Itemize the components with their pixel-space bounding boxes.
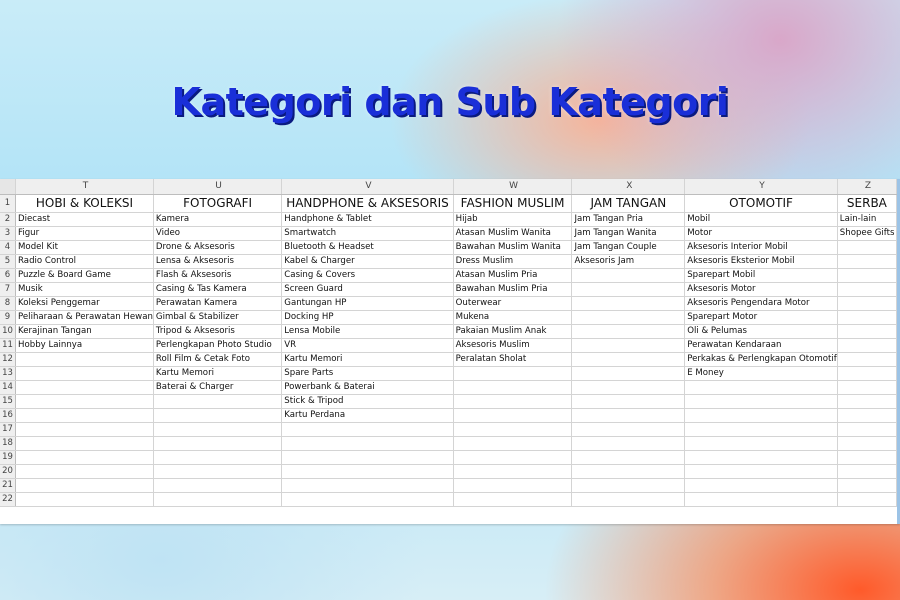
cell[interactable] (16, 465, 154, 479)
cell[interactable] (282, 437, 453, 451)
spreadsheet-grid[interactable] (0, 179, 897, 507)
table-row (0, 409, 897, 423)
cell[interactable] (685, 395, 838, 409)
table-row (0, 241, 897, 255)
cell[interactable] (685, 493, 838, 507)
table-row (0, 465, 897, 479)
cell[interactable] (685, 479, 838, 493)
cell[interactable] (453, 465, 572, 479)
cell[interactable]: Lain-lain (837, 213, 896, 227)
cell[interactable]: Roll Film & Cetak Foto (153, 353, 281, 367)
cell[interactable]: Handphone & Tablet (282, 213, 453, 227)
cell[interactable]: Bawahan Muslim Wanita (453, 241, 572, 255)
table-row (0, 395, 897, 409)
cell[interactable]: Lensa & Aksesoris (153, 255, 281, 269)
column-header-z[interactable]: Z (837, 179, 896, 195)
cell[interactable]: Kartu Memori (282, 353, 453, 367)
table-row (0, 283, 897, 297)
cell[interactable] (572, 311, 685, 325)
cell[interactable]: Atasan Muslim Pria (453, 269, 572, 283)
table-row (0, 437, 897, 451)
cell[interactable]: Sparepart Motor (685, 311, 838, 325)
row-header[interactable]: 17 (0, 423, 16, 437)
cell[interactable] (282, 451, 453, 465)
row-header[interactable]: 5 (0, 255, 16, 269)
row-header[interactable]: 9 (0, 311, 16, 325)
category-header-cell[interactable]: OTOMOTIF (685, 195, 838, 213)
category-header-cell[interactable]: FASHION MUSLIM (453, 195, 572, 213)
cell[interactable]: Casing & Covers (282, 269, 453, 283)
cell[interactable]: Kartu Memori (153, 367, 281, 381)
cell[interactable]: Shopee Gifts (837, 227, 896, 241)
cell[interactable]: Peralatan Sholat (453, 353, 572, 367)
cell[interactable]: Baterai & Charger (153, 381, 281, 395)
cell[interactable] (572, 283, 685, 297)
row-header[interactable]: 11 (0, 339, 16, 353)
cell[interactable] (453, 423, 572, 437)
cell[interactable] (837, 423, 896, 437)
category-header-cell[interactable]: HANDPHONE & AKSESORIS (282, 195, 453, 213)
cell[interactable] (453, 451, 572, 465)
cell[interactable] (685, 451, 838, 465)
category-header-cell[interactable]: SERBA (837, 195, 896, 213)
cell[interactable] (153, 409, 281, 423)
cell[interactable]: Tripod & Aksesoris (153, 325, 281, 339)
table-row (0, 367, 897, 381)
cell[interactable] (685, 423, 838, 437)
cell[interactable] (572, 353, 685, 367)
cell[interactable]: Gantungan HP (282, 297, 453, 311)
cell[interactable] (282, 479, 453, 493)
cell[interactable]: Aksesoris Jam (572, 255, 685, 269)
cell[interactable] (572, 269, 685, 283)
cell[interactable] (572, 395, 685, 409)
cell[interactable]: Figur (16, 227, 154, 241)
cell[interactable] (572, 437, 685, 451)
cell[interactable]: Gimbal & Stabilizer (153, 311, 281, 325)
row-header[interactable]: 6 (0, 269, 16, 283)
cell[interactable]: Kerajinan Tangan (16, 325, 154, 339)
row-header[interactable]: 3 (0, 227, 16, 241)
cell[interactable] (837, 269, 896, 283)
cell[interactable]: Perawatan Kendaraan (685, 339, 838, 353)
cell[interactable] (837, 325, 896, 339)
cell[interactable]: Atasan Muslim Wanita (453, 227, 572, 241)
cell[interactable]: Diecast (16, 213, 154, 227)
cell[interactable] (16, 395, 154, 409)
cell[interactable]: Aksesoris Motor (685, 283, 838, 297)
cell[interactable]: Peliharaan & Perawatan Hewan (16, 311, 154, 325)
cell[interactable]: Spare Parts (282, 367, 453, 381)
cell[interactable] (837, 297, 896, 311)
cell[interactable]: Bawahan Muslim Pria (453, 283, 572, 297)
row-header[interactable]: 22 (0, 493, 16, 507)
cell[interactable] (572, 493, 685, 507)
select-all-corner[interactable] (0, 179, 16, 195)
cell[interactable] (16, 451, 154, 465)
cell[interactable] (453, 479, 572, 493)
cell[interactable] (572, 297, 685, 311)
cell[interactable] (572, 367, 685, 381)
table-row (0, 479, 897, 493)
cell[interactable]: Powerbank & Baterai (282, 381, 453, 395)
table-row (0, 493, 897, 507)
cell[interactable] (837, 409, 896, 423)
cell[interactable]: Drone & Aksesoris (153, 241, 281, 255)
cell[interactable] (572, 451, 685, 465)
cell[interactable] (16, 367, 154, 381)
cell[interactable] (16, 493, 154, 507)
cell[interactable] (837, 451, 896, 465)
cell[interactable] (572, 465, 685, 479)
row-header[interactable]: 19 (0, 451, 16, 465)
row-header[interactable]: 13 (0, 367, 16, 381)
cell[interactable] (837, 283, 896, 297)
cell[interactable]: Perlengkapan Photo Studio (153, 339, 281, 353)
cell[interactable] (572, 339, 685, 353)
cell[interactable]: Flash & Aksesoris (153, 269, 281, 283)
page-title: Kategori dan Sub Kategori (171, 80, 729, 124)
cell[interactable] (16, 353, 154, 367)
category-header-cell[interactable]: FOTOGRAFI (153, 195, 281, 213)
row-header[interactable]: 21 (0, 479, 16, 493)
column-header-t[interactable]: T (16, 179, 154, 195)
cell[interactable]: Kabel & Charger (282, 255, 453, 269)
table-row (0, 339, 897, 353)
cell[interactable]: Hijab (453, 213, 572, 227)
table-row (0, 213, 897, 227)
row-header[interactable]: 2 (0, 213, 16, 227)
cell[interactable]: Jam Tangan Couple (572, 241, 685, 255)
cell[interactable] (837, 381, 896, 395)
cell[interactable] (453, 395, 572, 409)
cell[interactable] (837, 255, 896, 269)
row-header[interactable]: 7 (0, 283, 16, 297)
table-row (0, 255, 897, 269)
cell[interactable] (153, 437, 281, 451)
cell[interactable] (572, 479, 685, 493)
table-row (0, 423, 897, 437)
cell[interactable]: Mobil (685, 213, 838, 227)
row-header[interactable]: 16 (0, 409, 16, 423)
cell[interactable]: Jam Tangan Pria (572, 213, 685, 227)
cell[interactable]: Motor (685, 227, 838, 241)
cell[interactable] (685, 409, 838, 423)
cell[interactable] (16, 381, 154, 395)
cell[interactable] (453, 493, 572, 507)
cell[interactable]: Kartu Perdana (282, 409, 453, 423)
cell[interactable] (837, 339, 896, 353)
row-header[interactable]: 8 (0, 297, 16, 311)
cell[interactable] (572, 325, 685, 339)
column-header-v[interactable]: V (282, 179, 453, 195)
cell[interactable]: Mukena (453, 311, 572, 325)
cell[interactable]: Perkakas & Perlengkapan Otomotif (685, 353, 838, 367)
cell[interactable] (153, 479, 281, 493)
cell[interactable] (837, 311, 896, 325)
table-row (0, 353, 897, 367)
cell[interactable]: Kamera (153, 213, 281, 227)
cell[interactable] (282, 423, 453, 437)
row-header[interactable]: 18 (0, 437, 16, 451)
cell[interactable]: Casing & Tas Kamera (153, 283, 281, 297)
cell[interactable]: Docking HP (282, 311, 453, 325)
row-header[interactable]: 12 (0, 353, 16, 367)
row-header[interactable]: 20 (0, 465, 16, 479)
cell[interactable]: Aksesoris Muslim (453, 339, 572, 353)
cell[interactable] (153, 451, 281, 465)
cell[interactable] (453, 409, 572, 423)
cell[interactable]: Smartwatch (282, 227, 453, 241)
category-header-cell[interactable]: JAM TANGAN (572, 195, 685, 213)
cell[interactable]: Jam Tangan Wanita (572, 227, 685, 241)
cell[interactable] (453, 367, 572, 381)
cell[interactable]: Oli & Pelumas (685, 325, 838, 339)
cell[interactable] (153, 395, 281, 409)
cell[interactable]: Dress Muslim (453, 255, 572, 269)
column-header-row (0, 179, 897, 195)
spreadsheet[interactable] (0, 179, 900, 524)
cell[interactable]: Sparepart Mobil (685, 269, 838, 283)
cell[interactable]: Puzzle & Board Game (16, 269, 154, 283)
cell[interactable]: Radio Control (16, 255, 154, 269)
cell[interactable]: Pakaian Muslim Anak (453, 325, 572, 339)
cell[interactable] (685, 465, 838, 479)
cell[interactable] (837, 493, 896, 507)
row-header[interactable]: 1 (0, 195, 16, 213)
cell[interactable]: Perawatan Kamera (153, 297, 281, 311)
cell[interactable] (837, 465, 896, 479)
cell[interactable] (153, 493, 281, 507)
cell[interactable] (453, 381, 572, 395)
cell[interactable]: Stick & Tripod (282, 395, 453, 409)
cell[interactable] (453, 437, 572, 451)
cell[interactable]: Musik (16, 283, 154, 297)
cell[interactable]: Screen Guard (282, 283, 453, 297)
cell[interactable] (16, 423, 154, 437)
cell[interactable] (572, 409, 685, 423)
cell[interactable]: Outerwear (453, 297, 572, 311)
table-row (0, 227, 897, 241)
cell[interactable]: Koleksi Penggemar (16, 297, 154, 311)
row-header[interactable]: 14 (0, 381, 16, 395)
cell[interactable] (837, 437, 896, 451)
cell[interactable] (282, 465, 453, 479)
cell[interactable] (153, 465, 281, 479)
cell[interactable] (685, 437, 838, 451)
cell[interactable]: Video (153, 227, 281, 241)
cell[interactable] (16, 437, 154, 451)
cell[interactable]: Hobby Lainnya (16, 339, 154, 353)
cell[interactable] (837, 479, 896, 493)
table-row (0, 325, 897, 339)
table-row (0, 451, 897, 465)
column-header-x[interactable]: X (572, 179, 685, 195)
cell[interactable]: VR (282, 339, 453, 353)
cell[interactable] (685, 381, 838, 395)
cell[interactable] (572, 381, 685, 395)
column-header-y[interactable]: Y (685, 179, 838, 195)
cell[interactable]: Bluetooth & Headset (282, 241, 453, 255)
cell[interactable] (282, 493, 453, 507)
row-header[interactable]: 10 (0, 325, 16, 339)
cell[interactable] (837, 395, 896, 409)
column-header-w[interactable]: W (453, 179, 572, 195)
table-row (0, 269, 897, 283)
cell[interactable]: Aksesoris Interior Mobil (685, 241, 838, 255)
cell[interactable] (16, 479, 154, 493)
cell[interactable]: Aksesoris Pengendara Motor (685, 297, 838, 311)
cell[interactable] (16, 409, 154, 423)
table-row (0, 311, 897, 325)
cell[interactable]: Model Kit (16, 241, 154, 255)
row-header[interactable]: 4 (0, 241, 16, 255)
column-header-u[interactable]: U (153, 179, 281, 195)
cell[interactable] (572, 423, 685, 437)
cell[interactable] (153, 423, 281, 437)
table-row (0, 381, 897, 395)
table-row (0, 297, 897, 311)
cell[interactable]: Aksesoris Eksterior Mobil (685, 255, 838, 269)
cell[interactable] (837, 353, 896, 367)
table-row (0, 195, 897, 213)
cell[interactable] (837, 241, 896, 255)
category-header-cell[interactable]: HOBI & KOLEKSI (16, 195, 154, 213)
cell[interactable]: Lensa Mobile (282, 325, 453, 339)
row-header[interactable]: 15 (0, 395, 16, 409)
cell[interactable]: E Money (685, 367, 838, 381)
cell[interactable] (837, 367, 896, 381)
